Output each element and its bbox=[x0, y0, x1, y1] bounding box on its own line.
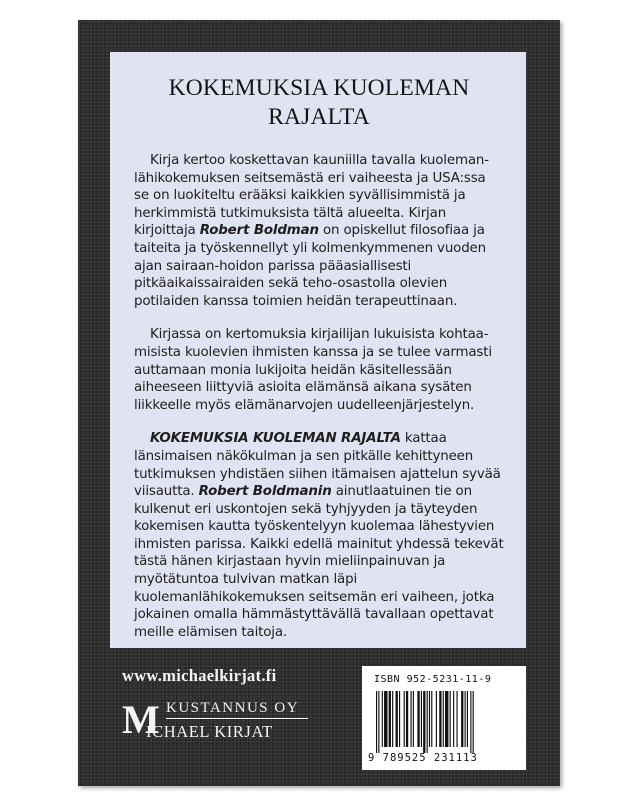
barcode-bar bbox=[436, 691, 437, 747]
barcode-bar bbox=[473, 691, 474, 753]
barcode-bar bbox=[417, 691, 419, 747]
blurb-text bbox=[134, 152, 504, 641]
barcode-bar bbox=[411, 691, 412, 747]
body-text: ainutlaatuinen tie on kulkenut eri uskontojen sekä tyhjyyden ja täyteyden kokemisen kautta työskentelyyn kuolemaa lähestyvien ihmisten parissa. Kaikki edellä mainitut yhdessä tekevät tästä hänen kirjastaan hyvin mieliinpainuvan ja myötätuntoa tulvivan matkan läpi kuolemanlähikokemuksen seitsemän eri vaiheen, jotka jokainen omalla hämmästyttävällä tavallaan opettavat meille elämisen taitoja. bbox=[134, 484, 504, 640]
barcode-bar bbox=[399, 691, 400, 747]
barcode-bar bbox=[378, 691, 379, 753]
barcode-bar bbox=[443, 691, 444, 747]
barcode-bar bbox=[461, 691, 463, 747]
barcode-bar bbox=[404, 691, 405, 747]
barcode-label bbox=[362, 666, 526, 770]
barcode-bar bbox=[413, 691, 414, 747]
barcode-bar bbox=[389, 691, 391, 747]
publisher-website: www.michaelkirjat.fi bbox=[122, 666, 277, 685]
barcode-bar bbox=[450, 691, 451, 747]
barcode-bar bbox=[439, 691, 441, 747]
barcode-bar bbox=[457, 691, 458, 747]
barcode-bar bbox=[431, 691, 432, 747]
publisher-logo-bottom-line: ICHAEL KIRJAT bbox=[146, 722, 273, 741]
barcode-bar bbox=[406, 691, 408, 747]
publisher-logo-rule bbox=[166, 718, 308, 719]
body-text: Kirjassa on kertomuksia kirjailijan lukuisista kohtaa-misista kuolevien ihmisten kanssa ja se tulee varmasti auttamaan monia lukijoita heidän käsitellessään aiheeseen liittyviä asioita elämänsä aikana sysäten liikkeelle myös elämänarvojen uudelleenjärjestelyn. bbox=[134, 327, 492, 413]
emphasis-text: Robert Boldmanin bbox=[198, 484, 332, 500]
barcode-bar bbox=[427, 691, 428, 753]
barcode-bars bbox=[376, 691, 512, 753]
blurb-paragraph bbox=[134, 326, 504, 414]
barcode-bar bbox=[423, 691, 425, 753]
barcode-bar bbox=[384, 691, 387, 747]
publisher-logo-top-line: KUSTANNUS OY bbox=[166, 700, 300, 716]
barcode-bar bbox=[465, 691, 466, 747]
book-title bbox=[134, 74, 504, 132]
barcode-bar bbox=[392, 691, 393, 747]
body-text: Kirja kertoo koskettavan kauniilla tavalla kuoleman-lähikokemuksen seitsemästä eri vaiheesta ja USA:ssa se on luokiteltu erääksi kaikkien syvällisimmistä ja herkimmistä tutkimuksista tältä alueelta. Kirjan kirjoittaja bbox=[134, 153, 489, 239]
emphasis-text: Robert Boldman bbox=[199, 223, 319, 239]
barcode-bar bbox=[467, 691, 468, 747]
blurb-paragraph bbox=[134, 430, 504, 641]
emphasis-text: KOKEMUKSIA KUOLEMAN RAJALTA bbox=[150, 431, 401, 447]
barcode-bar bbox=[421, 691, 422, 747]
barcode-bar bbox=[376, 691, 377, 753]
barcode-bar bbox=[453, 691, 454, 747]
body-text: kattaa länsimaisen näkökulman ja sen pitkälle kehittyneen tutkimuksen yhdistäen siihen itämaisen ajattelun syvää viisautta. bbox=[134, 431, 501, 500]
barcode-bar bbox=[429, 691, 430, 747]
blurb-paragraph bbox=[134, 152, 504, 310]
barcode-number: 9 789525 231113 bbox=[368, 752, 478, 764]
title-line-1: KOKEMUKSIA KUOLEMAN bbox=[168, 75, 470, 101]
publisher-logo bbox=[122, 696, 312, 746]
title-line-2: RAJALTA bbox=[268, 104, 370, 130]
barcode-bar bbox=[396, 691, 398, 747]
publisher-logo-initial: M bbox=[122, 697, 160, 742]
barcode-bar bbox=[445, 691, 448, 747]
barcode-bar bbox=[382, 691, 383, 747]
isbn-text: ISBN 952-5231-11-9 bbox=[374, 674, 492, 685]
blurb-panel bbox=[110, 52, 526, 648]
barcode-bar bbox=[470, 691, 471, 753]
body-text: on opiskellut filosofiaa ja taiteita ja työskennellyt yli kolmenkymmenen vuoden ajan sairaan-hoidon parissa pääasiallisesti pitkäaikaissairaiden sekä teho-osastolla olevien potilaiden kanssa toimien heidän terapeuttinaan. bbox=[134, 223, 486, 309]
